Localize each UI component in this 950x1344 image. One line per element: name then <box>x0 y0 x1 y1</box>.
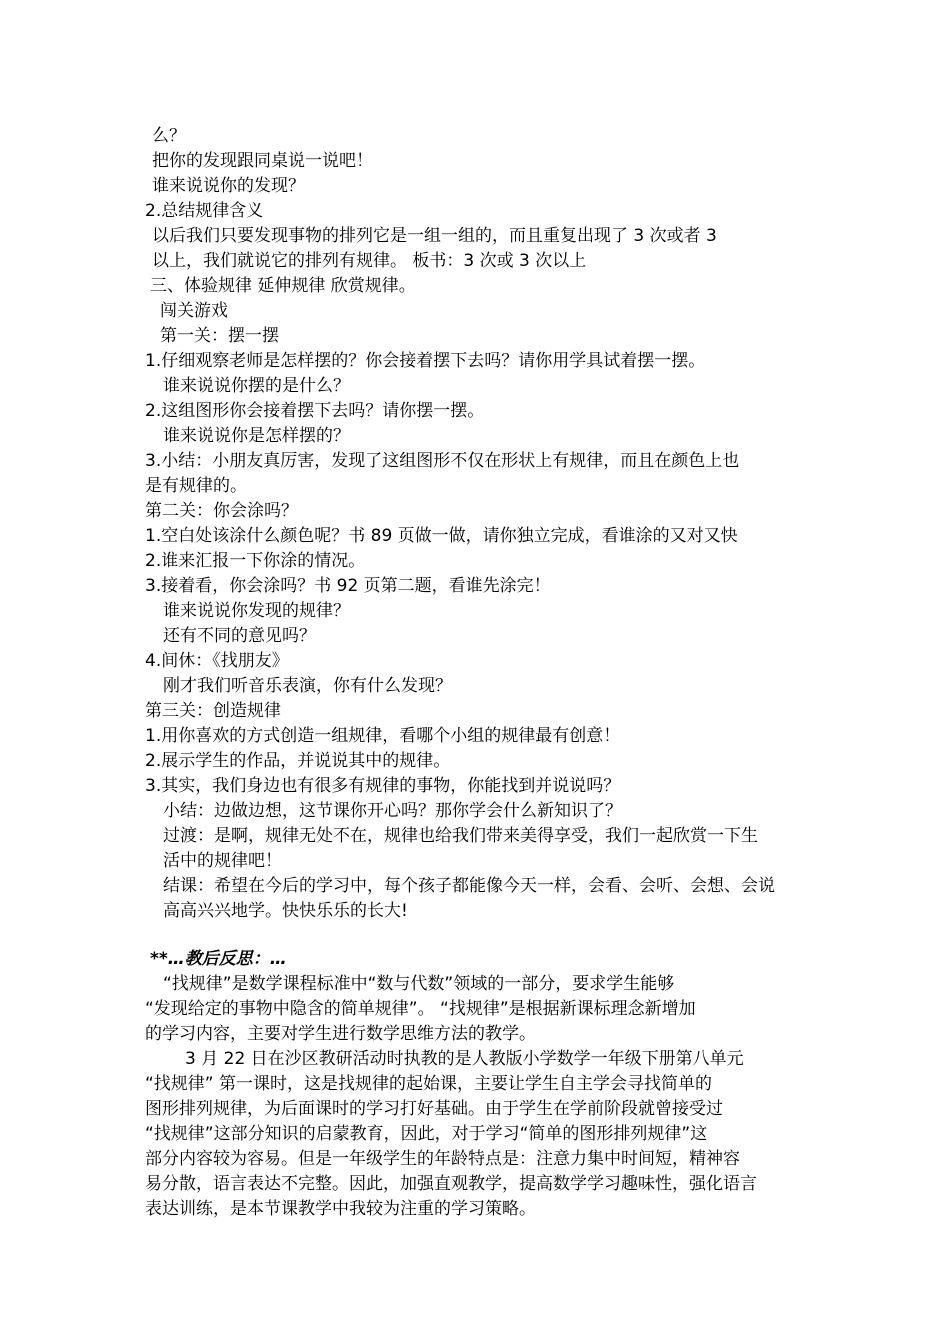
text-line: 谁来说说你是怎样摆的？ <box>163 426 350 446</box>
text-line: 谁来说说你的发现？ <box>152 176 305 196</box>
list-item: 1.用你喜欢的方式创造一组规律，看哪个小组的规律最有创意！ <box>145 726 621 746</box>
text-line: 么？ <box>152 126 186 146</box>
subsection-heading: 第三关：创造规律 <box>145 701 281 721</box>
text-line: 还有不同的意见吗？ <box>163 626 316 646</box>
list-item: 3.接着看，你会涂吗？书 92 页第二题，看谁先涂完！ <box>145 576 551 596</box>
section-heading: 三、体验规律 延伸规律 欣赏规律。 <box>150 276 416 296</box>
paragraph-line: 3 月 22 日在沙区教研活动时执教的是人教版小学数学一年级下册第八单元 <box>185 1049 744 1069</box>
paragraph-line: 部分内容较为容易。但是一年级学生的年龄特点是：注意力集中时间短，精神容 <box>145 1149 740 1169</box>
text-line: 闯关游戏 <box>160 301 228 321</box>
paragraph-line: 易分散，语言表达不完整。因此，加强直观教学，提高数学学习趣味性，强化语言 <box>145 1174 757 1194</box>
list-item: 2.谁来汇报一下你涂的情况。 <box>145 551 366 571</box>
paragraph-line: “发现给定的事物中隐含的简单规律”。 “找规律”是根据新课标理念新增加 <box>145 999 696 1019</box>
list-item: 1.仔细观察老师是怎样摆的？你会接着摆下去吗？请你用学具试着摆一摆。 <box>145 351 706 371</box>
text-line: 谁来说说你摆的是什么？ <box>163 376 350 396</box>
paragraph-line: “找规律” 第一课时，这是找规律的起始课，主要让学生自主学会寻找简单的 <box>145 1074 713 1094</box>
section-heading: 2.总结规律含义 <box>145 201 264 221</box>
list-item: 1.空白处该涂什么颜色呢？书 89 页做一做，请你独立完成，看谁涂的又对又快 <box>145 526 738 546</box>
list-item: 3.其实，我们身边也有很多有规律的事物，你能找到并说说吗？ <box>145 776 621 796</box>
text-line: 以上，我们就说它的排列有规律。 板书：3 次或 3 次以上 <box>152 251 587 271</box>
text-line: 活中的规律吧！ <box>163 851 282 871</box>
paragraph-line: “找规律”这部分知识的启蒙教育，因此，对于学习“简单的图形排列规律”这 <box>145 1124 708 1144</box>
text-line: 小结：边做边想，这节课你开心吗？那你学会什么新知识了？ <box>163 801 622 821</box>
reflection-heading: **…教后反思：… <box>150 949 287 969</box>
subsection-heading: 第二关：你会涂吗？ <box>145 501 298 521</box>
text-line: 过渡：是啊，规律无处不在，规律也给我们带来美得享受，我们一起欣赏一下生 <box>163 826 758 846</box>
text-line: 把你的发现跟同桌说一说吧！ <box>152 151 373 171</box>
paragraph-line: 表达训练，是本节课教学中我较为注重的学习策略。 <box>145 1199 536 1219</box>
text-line: 结课：希望在今后的学习中，每个孩子都能像今天一样，会看、会听、会想、会说 <box>163 876 775 896</box>
paragraph-line: 图形排列规律，为后面课时的学习打好基础。由于学生在学前阶段就曾接受过 <box>145 1099 723 1119</box>
list-item: 3.小结：小朋友真厉害，发现了这组图形不仅在形状上有规律，而且在颜色上也 <box>145 451 740 471</box>
text-line: 以后我们只要发现事物的排列它是一组一组的，而且重复出现了 3 次或者 3 <box>152 226 717 246</box>
text-line: 谁来说说你发现的规律？ <box>163 601 350 621</box>
list-item: 2.展示学生的作品，并说说其中的规律。 <box>145 751 451 771</box>
text-line: 刚才我们听音乐表演，你有什么发现？ <box>163 676 452 696</box>
paragraph-line: “找规律”是数学课程标准中“数与代数”领域的一部分，要求学生能够 <box>163 974 675 994</box>
list-item: 2.这组图形你会接着摆下去吗？请你摆一摆。 <box>145 401 485 421</box>
list-item: 4.间休：《找朋友》 <box>145 651 289 671</box>
paragraph-line: 的学习内容，主要对学生进行数学思维方法的教学。 <box>145 1024 536 1044</box>
text-line: 是有规律的。 <box>145 476 247 496</box>
text-line: 高高兴兴地学。快快乐乐的长大! <box>163 901 408 921</box>
subsection-heading: 第一关：摆一摆 <box>160 326 279 346</box>
